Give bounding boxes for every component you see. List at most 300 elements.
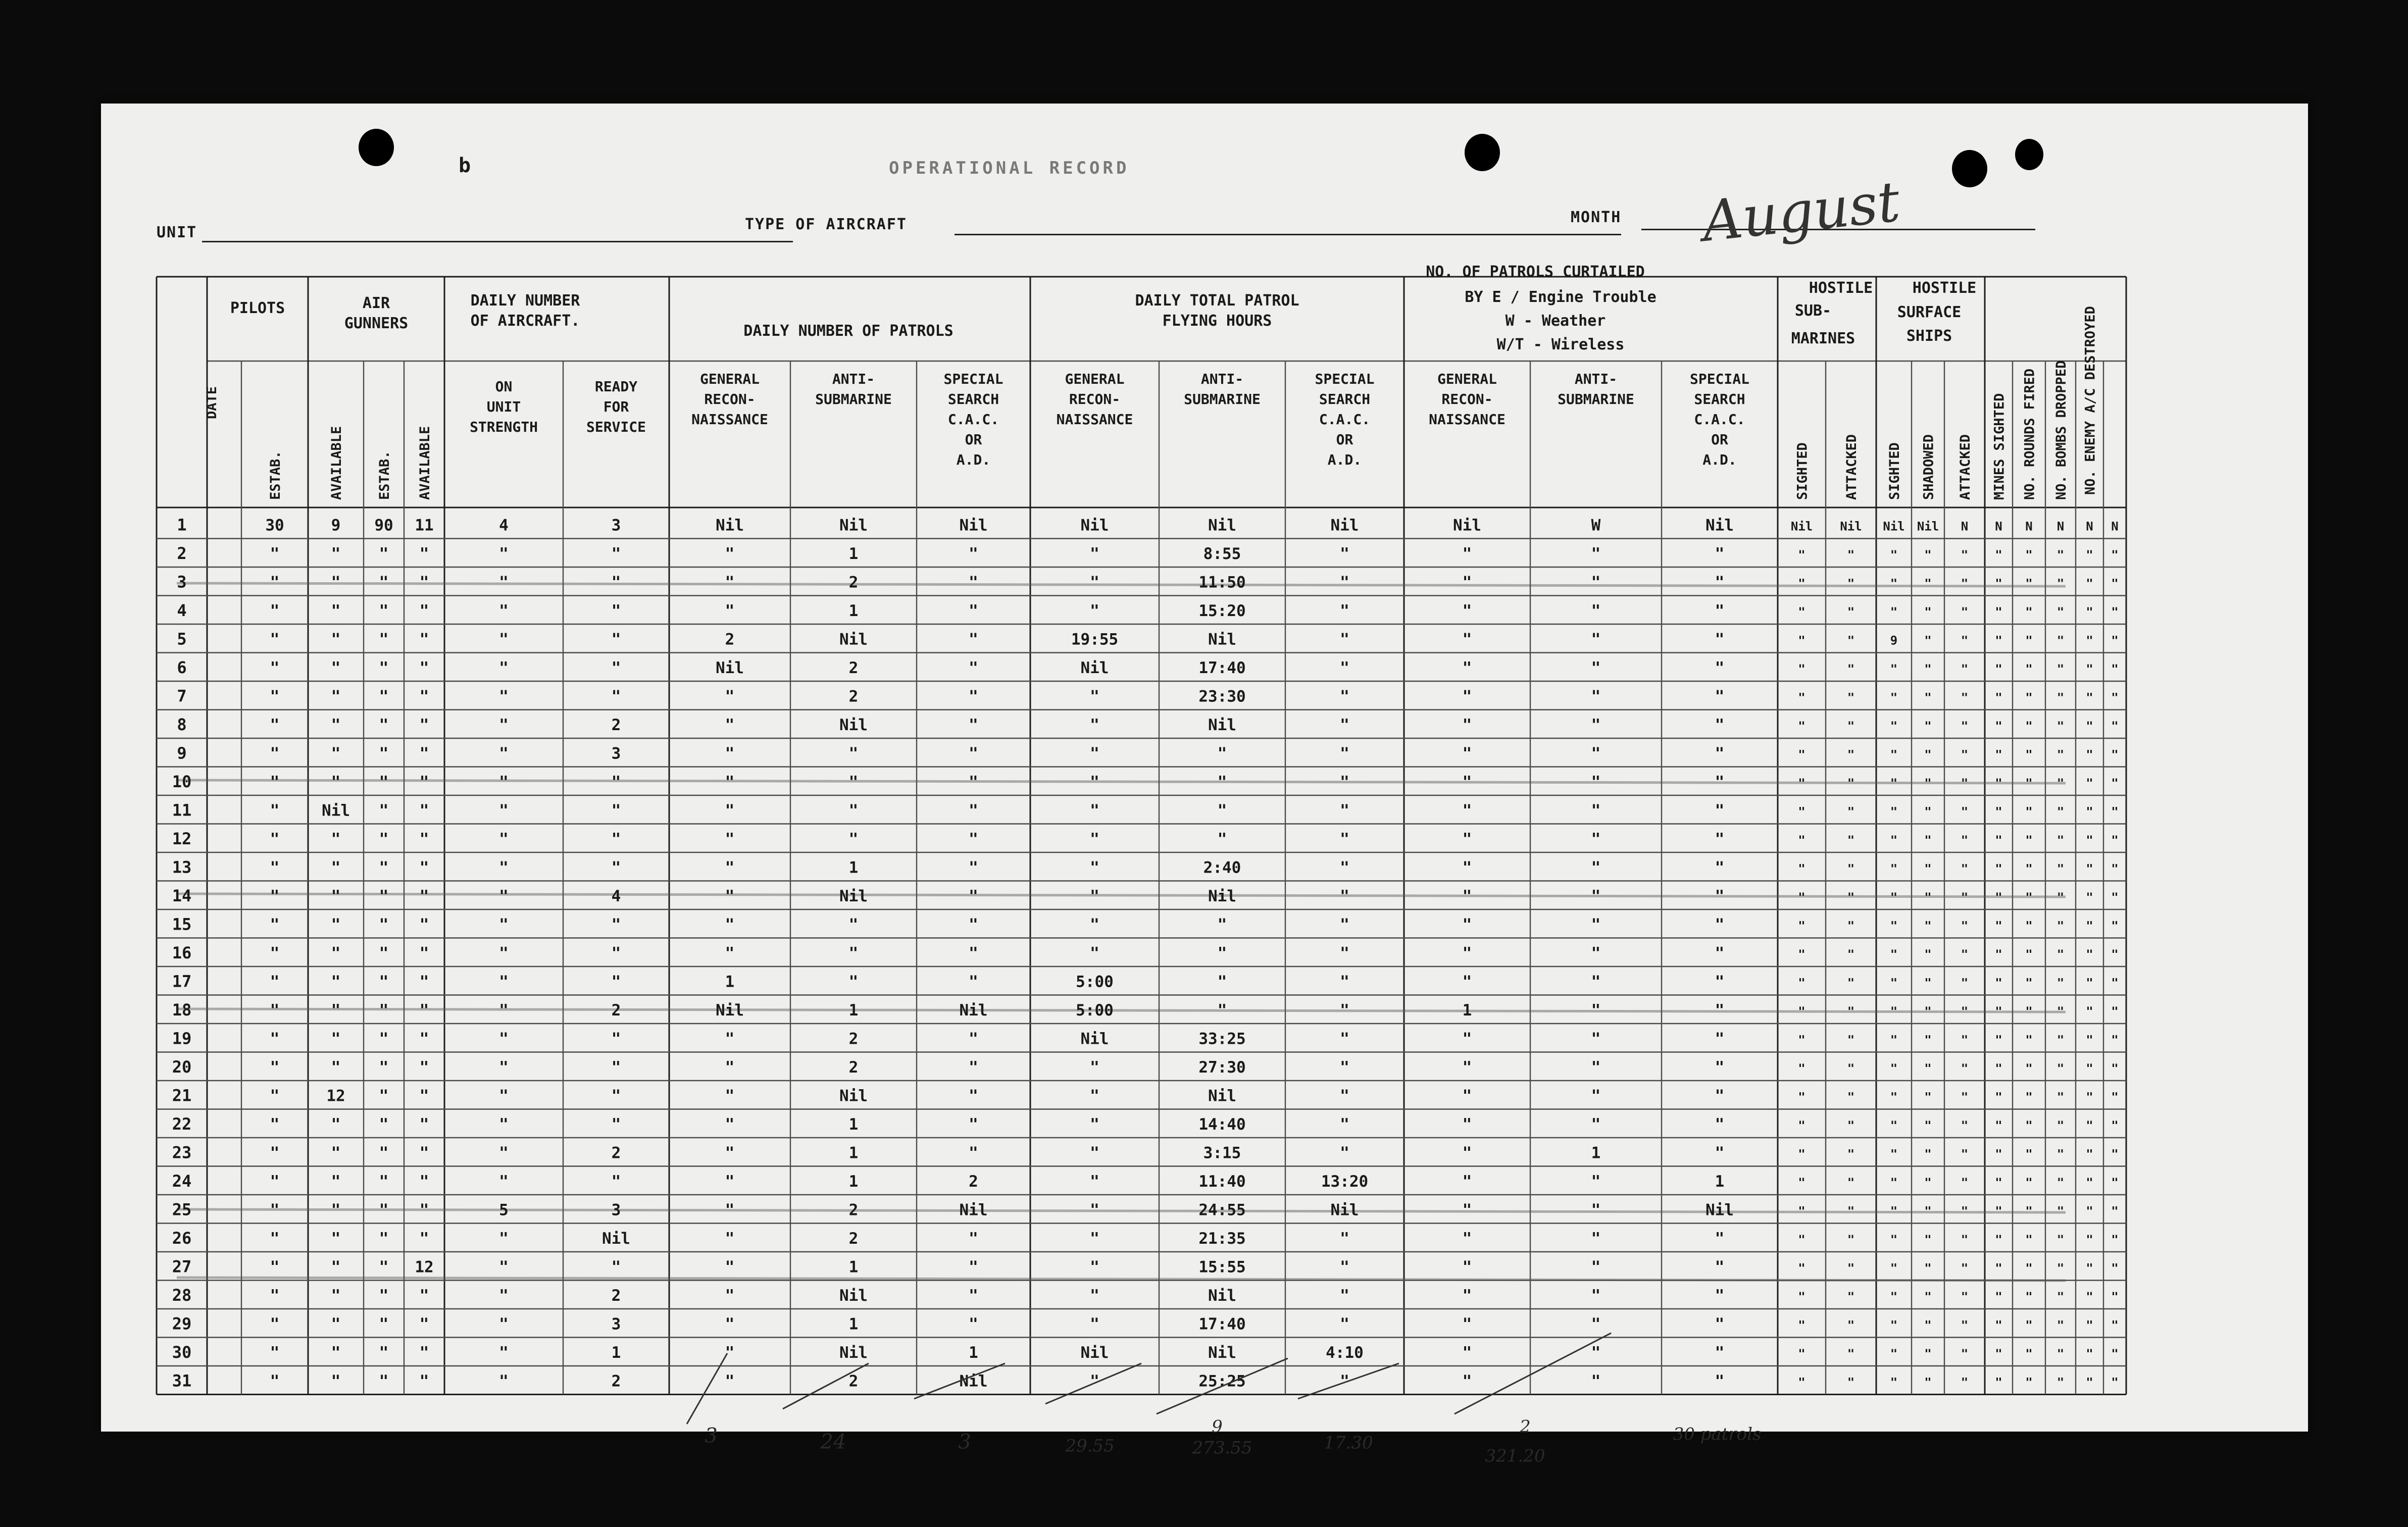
table-cell: 25:25 [1198, 1372, 1246, 1391]
table-cell: " [1340, 1115, 1349, 1134]
ready-for-service-header: FOR [603, 398, 629, 415]
table-cell: Nil [1208, 1287, 1236, 1305]
table-cell: " [1924, 1347, 1932, 1361]
table-cell: " [2111, 548, 2119, 563]
table-cell: " [848, 973, 859, 991]
curtailed-header: W/T - Wireless [1496, 336, 1625, 353]
table-cell: " [499, 1287, 509, 1305]
table-cell: " [1995, 947, 2002, 962]
row-date: 26 [172, 1229, 192, 1248]
table-cell: 1 [1591, 1144, 1601, 1162]
table-cell: " [2111, 1204, 2119, 1218]
table-cell: " [1961, 1290, 1969, 1304]
table-cell: 1 [1715, 1173, 1725, 1191]
table-cell: Nil [1705, 516, 1734, 535]
table-cell: " [1847, 1375, 1855, 1390]
table-cell: " [1591, 830, 1601, 849]
table-cell: " [1715, 1058, 1725, 1077]
table-cell: " [2111, 605, 2119, 620]
table-cell: " [1924, 633, 1932, 648]
table-cell: " [2056, 662, 2065, 677]
table-cell: " [725, 1173, 735, 1191]
table-cell: " [969, 659, 978, 678]
table-cell: " [379, 858, 389, 877]
table-cell: " [419, 801, 429, 820]
table-cell: 4:10 [1326, 1344, 1364, 1362]
table-cell: " [2056, 776, 2065, 791]
table-cell: 1 [848, 1001, 859, 1020]
table-cell: " [1340, 1372, 1349, 1391]
table-cell: " [1591, 1030, 1601, 1048]
table-cell: " [419, 1144, 429, 1162]
table-cell: " [2025, 1090, 2033, 1104]
table-cell: " [2111, 1004, 2119, 1019]
table-cell: 2 [848, 1030, 859, 1048]
table-cell: Nil [716, 516, 744, 535]
table-cell: " [1462, 1344, 1472, 1362]
table-cell: 24:55 [1198, 1201, 1246, 1219]
table-cell: Nil [1080, 516, 1109, 535]
table-cell: " [1715, 687, 1725, 706]
table-cell: " [2086, 747, 2093, 762]
row-date: 13 [172, 857, 192, 877]
table-cell: " [499, 801, 509, 820]
table-cell: N [2025, 519, 2033, 534]
hours-general-recon-header: NAISSANCE [1056, 411, 1133, 428]
table-cell: " [1340, 545, 1349, 564]
table-cell: " [1217, 915, 1227, 934]
table-cell: " [1995, 1090, 2002, 1104]
curtailed-special-search-header: OR [1711, 431, 1728, 448]
table-cell: 2 [848, 1230, 859, 1248]
table-cell: " [1847, 719, 1855, 734]
table-cell: " [1924, 976, 1932, 990]
table-cell: " [1924, 1318, 1932, 1333]
table-cell: " [1890, 1375, 1898, 1390]
table-cell: " [1798, 947, 1805, 962]
table-cell: " [1924, 776, 1932, 791]
table-cell: " [1715, 602, 1725, 621]
table-cell: " [499, 973, 509, 991]
table-cell: " [2025, 919, 2033, 933]
hours-special-search-header: SEARCH [1319, 391, 1371, 408]
table-cell: " [2086, 1033, 2093, 1047]
table-cell: " [499, 687, 509, 706]
month-label: MONTH [1571, 209, 1622, 226]
table-cell: " [2025, 804, 2033, 819]
table-cell: 2 [848, 659, 859, 678]
row-date: 15 [172, 914, 192, 934]
table-cell: " [725, 602, 735, 621]
table-cell: " [1890, 919, 1898, 933]
table-cell: 8:55 [1203, 545, 1241, 564]
table-cell: 5 [499, 1201, 509, 1219]
curtailed-general-recon-header: NAISSANCE [1429, 411, 1506, 428]
corner-mark: b [459, 154, 472, 177]
row-date: 20 [172, 1057, 192, 1077]
row-date: 10 [172, 772, 192, 792]
table-cell: " [499, 1315, 509, 1334]
table-cell: " [1090, 1372, 1099, 1391]
table-cell: Nil [1705, 1201, 1734, 1219]
table-cell: " [379, 1115, 389, 1134]
table-cell: " [331, 973, 341, 991]
table-cell: 4 [499, 516, 509, 535]
total-hours-anti-sub-carry: 9 [1212, 1416, 1223, 1437]
table-cell: " [331, 716, 341, 735]
table-cell: " [419, 1372, 429, 1391]
table-cell: " [1340, 915, 1349, 934]
table-cell: 3 [611, 744, 621, 763]
table-cell: " [379, 1001, 389, 1020]
table-cell: " [419, 602, 429, 621]
table-cell: " [1924, 1204, 1932, 1218]
table-cell: " [1798, 861, 1805, 876]
table-cell: " [969, 1058, 978, 1077]
table-cell: " [1847, 1033, 1855, 1047]
table-cell: " [1340, 744, 1349, 763]
table-cell: " [2111, 919, 2119, 933]
table-cell: " [1090, 1058, 1099, 1077]
table-cell: " [2111, 662, 2119, 677]
table-cell: " [1961, 1118, 1969, 1133]
table-cell: " [611, 1030, 621, 1048]
table-cell: 2 [848, 1372, 859, 1391]
table-cell: " [1890, 1318, 1898, 1333]
table-cell: N [2111, 519, 2119, 534]
special-search-header: OR [965, 431, 982, 448]
table-cell: " [2025, 1061, 2033, 1076]
table-cell: Nil [322, 801, 350, 820]
table-cell: " [1890, 976, 1898, 990]
table-cell: " [2086, 576, 2093, 591]
scan-smudge [177, 780, 2066, 783]
estab-gunners-header: ESTAB. [377, 450, 392, 500]
table-cell: " [499, 1173, 509, 1191]
table-cell: " [270, 1144, 280, 1162]
table-cell: " [1591, 1173, 1601, 1191]
table-cell: " [2111, 719, 2119, 734]
table-cell: 2 [848, 687, 859, 706]
table-cell: " [379, 687, 389, 706]
table-cell: " [1090, 1258, 1099, 1277]
table-cell: " [2111, 1290, 2119, 1304]
table-cell: " [1890, 605, 1898, 620]
table-cell: " [1961, 1204, 1969, 1218]
table-cell: " [1340, 973, 1349, 991]
table-cell: " [2086, 890, 2093, 905]
table-cell: " [1961, 1261, 1969, 1276]
table-cell: " [1890, 833, 1898, 848]
curtailed-anti-submarine-header: ANTI- [1574, 371, 1618, 387]
table-cell: " [499, 545, 509, 564]
table-cell: " [1591, 887, 1601, 906]
table-cell: " [2111, 1176, 2119, 1190]
table-cell: " [1847, 976, 1855, 990]
table-cell: " [1847, 1204, 1855, 1218]
table-cell: " [1715, 858, 1725, 877]
table-cell: " [270, 573, 280, 592]
table-cell: " [419, 1058, 429, 1077]
hostile-ships-header: HOSTILE [1912, 279, 1977, 297]
table-cell: " [725, 858, 735, 877]
table-cell: " [331, 1173, 341, 1191]
table-cell: " [1340, 830, 1349, 849]
table-cell: " [1340, 1144, 1349, 1162]
table-cell: " [1715, 830, 1725, 849]
table-cell: " [1847, 947, 1855, 962]
table-cell: " [1715, 973, 1725, 991]
table-cell: " [1995, 633, 2002, 648]
table-cell: " [969, 1030, 978, 1048]
table-cell: " [2086, 690, 2093, 705]
table-cell: " [2086, 1204, 2093, 1218]
table-cell: 9 [331, 516, 341, 535]
table-cell: " [419, 716, 429, 735]
table-cell: " [1090, 1230, 1099, 1248]
table-cell: " [1591, 659, 1601, 678]
table-cell: " [419, 773, 429, 792]
table-cell: " [969, 716, 978, 735]
table-cell: " [1462, 773, 1472, 792]
table-cell: 1 [611, 1344, 621, 1362]
table-cell: " [1798, 1233, 1805, 1247]
table-cell: " [1217, 973, 1227, 991]
table-cell: " [2025, 1290, 2033, 1304]
table-cell: " [1591, 1115, 1601, 1134]
table-cell: " [1798, 576, 1805, 591]
table-cell: " [419, 858, 429, 877]
table-cell: " [1715, 1344, 1725, 1362]
table-cell: " [2056, 1147, 2065, 1161]
table-cell: " [725, 915, 735, 934]
table-cell: " [969, 801, 978, 820]
table-cell: " [1591, 687, 1601, 706]
table-cell: " [1890, 690, 1898, 705]
table-cell: " [379, 830, 389, 849]
table-cell: Nil [1080, 659, 1109, 678]
table-cell: " [2025, 1176, 2033, 1190]
table-cell: " [1217, 1001, 1227, 1020]
table-cell: " [2056, 947, 2065, 962]
table-cell: " [1090, 1201, 1099, 1219]
hostile-ships-header: SURFACE [1897, 303, 1962, 321]
table-cell: " [2111, 1033, 2119, 1047]
table-cell: " [1847, 890, 1855, 905]
table-cell: " [1798, 1176, 1805, 1190]
table-cell: " [1798, 548, 1805, 563]
table-cell: 90 [374, 516, 393, 535]
table-cell: " [499, 915, 509, 934]
table-cell: 2 [725, 630, 735, 649]
table-cell: " [1340, 773, 1349, 792]
special-search-header: A.D. [956, 451, 991, 468]
table-cell: " [1090, 573, 1099, 592]
table-cell: " [1924, 890, 1932, 905]
table-cell: " [1591, 801, 1601, 820]
table-cell: " [1847, 804, 1855, 819]
table-cell: 17:40 [1198, 1315, 1246, 1334]
table-cell: " [1090, 1087, 1099, 1105]
table-cell: " [331, 1001, 341, 1020]
table-cell: " [1591, 1287, 1601, 1305]
table-cell: " [1961, 919, 1969, 933]
table-cell: Nil [1840, 519, 1862, 534]
table-cell: 1 [848, 1258, 859, 1277]
table-cell: " [1961, 1375, 1969, 1390]
table-cell: " [499, 744, 509, 763]
table-cell: " [379, 1287, 389, 1305]
table-cell: " [1890, 947, 1898, 962]
table-cell: " [969, 687, 978, 706]
hours-special-search-header: C.A.C. [1319, 411, 1371, 428]
hours-general-recon-header: GENERAL [1065, 371, 1125, 387]
table-cell: " [1995, 747, 2002, 762]
table-cell: " [2056, 1347, 2065, 1361]
general-recon-header: NAISSANCE [691, 411, 768, 428]
table-cell: " [1890, 804, 1898, 819]
table-cell: " [331, 944, 341, 963]
table-cell: " [1715, 944, 1725, 963]
table-cell: " [1090, 602, 1099, 621]
table-cell: " [2056, 548, 2065, 563]
table-cell: " [2056, 1090, 2065, 1104]
table-cell: N [2086, 519, 2093, 534]
hours-special-search-header: SPECIAL [1315, 371, 1375, 387]
row-date: 29 [172, 1314, 192, 1334]
table-cell: " [419, 1087, 429, 1105]
table-cell: " [2111, 1233, 2119, 1247]
table-cell: " [1847, 1147, 1855, 1161]
row-date: 17 [172, 972, 192, 991]
table-cell: " [2056, 1118, 2065, 1133]
table-cell: " [1340, 1287, 1349, 1305]
table-cell: 2 [611, 1287, 621, 1305]
table-cell: " [2086, 1090, 2093, 1104]
table-cell: 13:20 [1321, 1173, 1369, 1191]
table-cell: N [1961, 519, 1969, 534]
table-cell: 2 [848, 573, 859, 592]
subs-attacked-header: ATTACKED [1844, 434, 1860, 500]
table-cell: " [1961, 1147, 1969, 1161]
hostile-submarines-header: HOSTILE [1809, 279, 1873, 297]
table-cell: " [725, 1030, 735, 1048]
table-cell: " [1715, 915, 1725, 934]
table-cell: " [1995, 1004, 2002, 1019]
table-cell: " [331, 1144, 341, 1162]
table-cell: " [331, 915, 341, 934]
table-cell: " [1847, 548, 1855, 563]
table-cell: " [379, 1315, 389, 1334]
table-cell: " [1462, 1287, 1472, 1305]
table-cell: " [1847, 1061, 1855, 1076]
total-patrols-note: 30 patrols [1673, 1424, 1762, 1445]
table-cell: " [2111, 633, 2119, 648]
table-cell: " [331, 659, 341, 678]
table-cell: " [1847, 1318, 1855, 1333]
table-cell: " [2025, 947, 2033, 962]
table-cell: " [499, 830, 509, 849]
special-search-header: C.A.C. [947, 411, 999, 428]
ships-shadowed-header: SHADOWED [1921, 434, 1937, 500]
table-cell: " [2056, 1233, 2065, 1247]
table-cell: " [270, 1201, 280, 1219]
handwritten-slash [1045, 1363, 1141, 1404]
table-cell: " [270, 1001, 280, 1020]
table-cell: " [611, 801, 621, 820]
table-cell: " [725, 1115, 735, 1134]
table-cell: " [270, 1115, 280, 1134]
table-cell: " [379, 1173, 389, 1191]
table-cell: " [969, 602, 978, 621]
anti-submarine-header: ANTI- [832, 371, 875, 387]
table-cell: " [1995, 833, 2002, 848]
table-cell: " [1995, 719, 2002, 734]
table-cell: " [725, 1344, 735, 1362]
curtailed-special-search-header: A.D. [1702, 451, 1737, 468]
curtailed-header: BY E / Engine Trouble [1465, 288, 1657, 306]
table-cell: " [1591, 944, 1601, 963]
table-cell: " [969, 1144, 978, 1162]
table-cell: " [379, 1230, 389, 1248]
table-cell: " [1715, 1144, 1725, 1162]
table-cell: " [2086, 1061, 2093, 1076]
table-cell: 21:35 [1198, 1230, 1246, 1248]
table-cell: " [969, 1258, 978, 1277]
table-cell: " [1591, 858, 1601, 877]
table-cell: " [270, 944, 280, 963]
row-date: 8 [177, 715, 187, 735]
table-cell: " [1462, 659, 1472, 678]
table-cell: 15:20 [1198, 602, 1246, 621]
table-cell: " [1462, 887, 1472, 906]
table-cell: " [725, 887, 735, 906]
table-cell: " [1715, 573, 1725, 592]
table-cell: " [379, 1201, 389, 1219]
table-cell: 11:40 [1198, 1173, 1246, 1191]
table-cell: Nil [1453, 516, 1481, 535]
table-cell: 5:00 [1076, 1001, 1114, 1020]
table-cell: " [1847, 1347, 1855, 1361]
table-cell: 2 [611, 716, 621, 735]
table-cell: " [499, 858, 509, 877]
table-cell: " [1798, 1147, 1805, 1161]
table-cell: " [1591, 915, 1601, 934]
table-cell: " [611, 1058, 621, 1077]
table-cell: " [1798, 1061, 1805, 1076]
table-cell: " [270, 1344, 280, 1362]
table-cell: 19:55 [1071, 630, 1119, 649]
table-cell: " [1995, 576, 2002, 591]
hostile-submarines-header: MARINES [1791, 330, 1855, 347]
table-cell: " [419, 1230, 429, 1248]
row-date: 2 [177, 544, 187, 564]
table-cell: 30 [265, 516, 284, 535]
table-cell: " [1961, 690, 1969, 705]
table-cell: " [1847, 1261, 1855, 1276]
table-cell: " [2111, 1261, 2119, 1276]
table-cell: " [1890, 1347, 1898, 1361]
table-cell: " [611, 1173, 621, 1191]
table-cell: " [1462, 1258, 1472, 1277]
table-cell: " [2111, 947, 2119, 962]
table-cell: " [1995, 1233, 2002, 1247]
table-cell: " [1798, 690, 1805, 705]
table-cell: " [2086, 861, 2093, 876]
table-cell: " [1340, 1315, 1349, 1334]
table-cell: " [1924, 576, 1932, 591]
total-special-search: 3 [958, 1430, 971, 1454]
